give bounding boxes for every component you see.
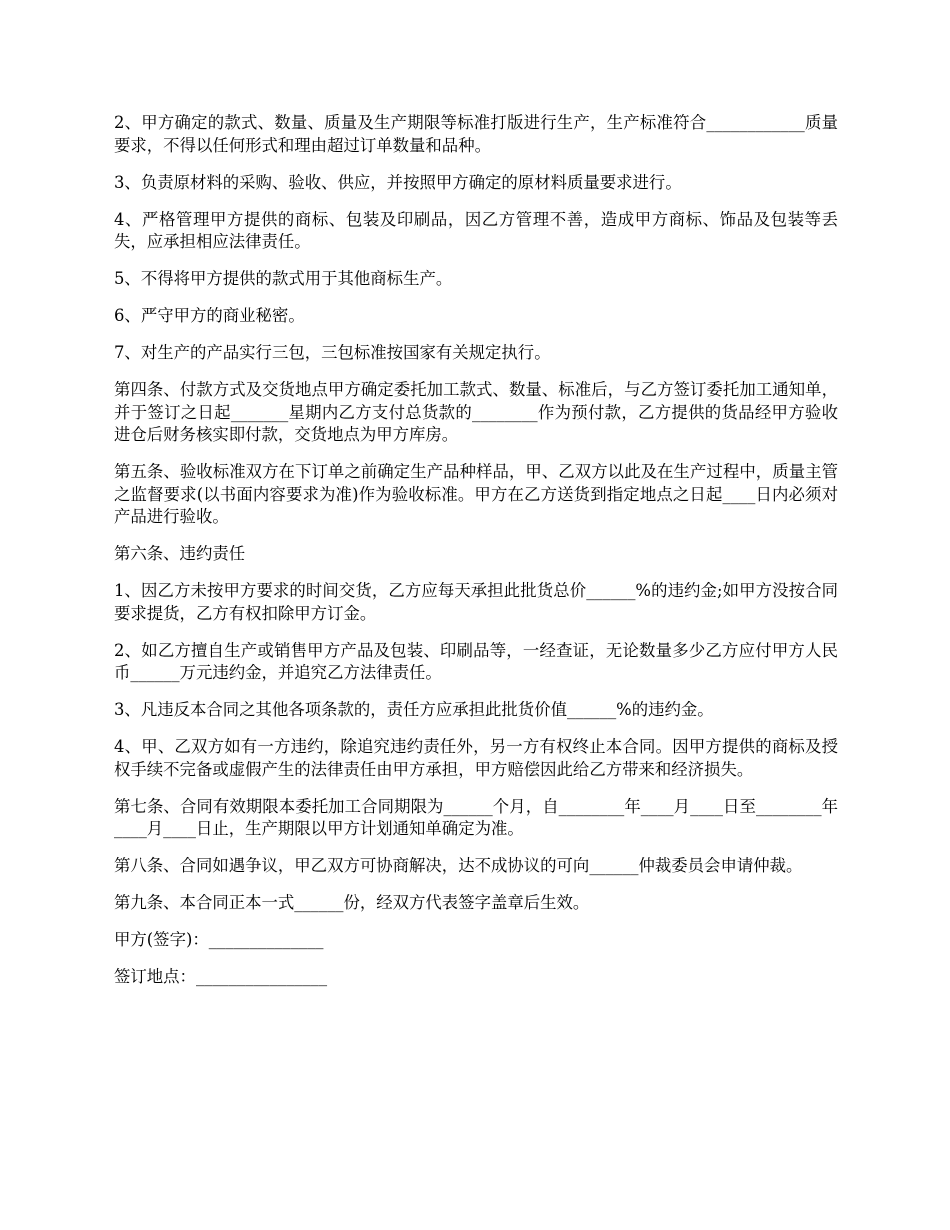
- clause-7-warranty: 7、对生产的产品实行三包，三包标准按国家有关规定执行。: [114, 343, 551, 362]
- clause-6-confidentiality: 6、严守甲方的商业秘密。: [114, 306, 305, 325]
- article-4-payment: 第四条、付款方式及交货地点甲方确定委托加工款式、数量、标准后，与乙方签订委托加工通知单，并于签订之日起_______星期内乙方支付总货款的________作为预付款，乙方提供的货品经甲方验收进仓后财务核实即付款，交货地点为甲方库房。: [114, 380, 838, 444]
- party-a-signature-line: 甲方(签字)：______________: [114, 930, 324, 949]
- clause-2-production-standard: 2、甲方确定的款式、数量、质量及生产期限等标准打版进行生产，生产标准符合____________质量要求，不得以任何形式和理由超过订单数量和品种。: [114, 113, 838, 155]
- signing-location-line: 签订地点：________________: [114, 967, 328, 986]
- article-6-heading: 第六条、违约责任: [114, 544, 246, 563]
- penalty-1-late-delivery: 1、因乙方未按甲方要求的时间交货，乙方应每天承担此批货总价______%的违约金;如甲方没按合同要求提货，乙方有权扣除甲方订金。: [114, 581, 838, 623]
- clause-3-raw-materials: 3、负责原材料的采购、验收、供应，并按照甲方确定的原材料质量要求进行。: [114, 172, 682, 192]
- clause-5-style-usage: 5、不得将甲方提供的款式用于其他商标生产。: [114, 269, 453, 288]
- article-5-acceptance: 第五条、验收标准双方在下订单之前确定生产品种样品，甲、乙双方以此及在生产过程中，质量主管之监督要求(以书面内容要求为准)作为验收标准。甲方在乙方送货到指定地点之日起____日内必须对产品进行验收。: [114, 462, 838, 526]
- penalty-4-termination: 4、甲、乙双方如有一方违约，除追究违约责任外，另一方有权终止本合同。因甲方提供的商标及授权手续不完备或虚假产生的法律责任由甲方承担，甲方赔偿因此给乙方带来和经济损失。: [114, 737, 838, 779]
- penalty-3-other-breach: 3、凡违反本合同之其他各项条款的，责任方应承担此批货价值______%的违约金。: [114, 700, 714, 719]
- article-7-validity: 第七条、合同有效期限本委托加工合同期限为______个月，自________年____月____日至________年____月____日止，生产期限以甲方计划通知单确定为准。: [114, 796, 838, 838]
- clause-4-trademark-management: 4、严格管理甲方提供的商标、包装及印刷品，因乙方管理不善，造成甲方商标、饰品及包装等丢失，应承担相应法律责任。: [114, 209, 838, 251]
- article-9-copies: 第九条、本合同正本一式______份，经双方代表签字盖章后生效。: [114, 893, 590, 912]
- penalty-2-unauthorized-production: 2、如乙方擅自生产或销售甲方产品及包装、印刷品等，一经查证，无论数量多少乙方应付甲方人民币______万元违约金，并追究乙方法律责任。: [114, 640, 838, 682]
- article-8-disputes: 第八条、合同如遇争议，甲乙双方可协商解决，达不成协议的可向______仲裁委员会申请仲裁。: [114, 856, 803, 875]
